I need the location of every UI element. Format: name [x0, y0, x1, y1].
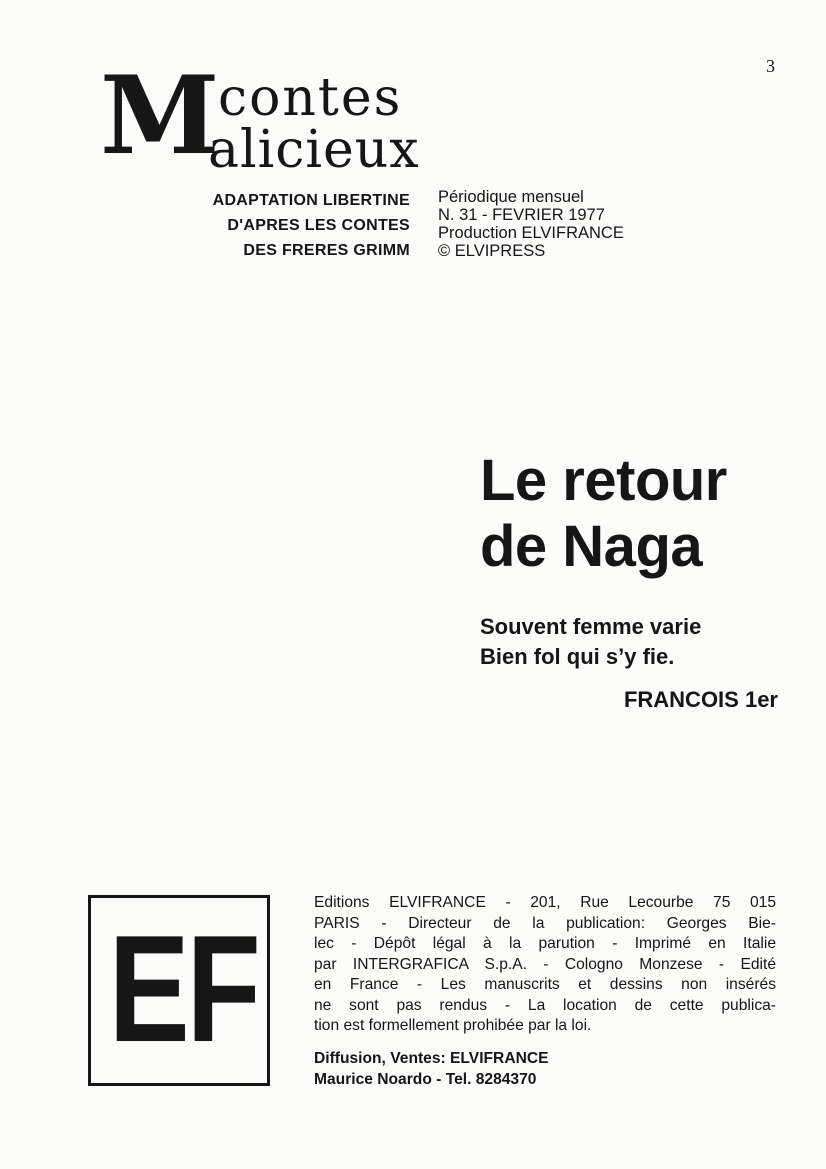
legal-line: ne sont pas rendus - La location de cette publica-	[314, 996, 776, 1014]
distribution-info	[314, 1048, 549, 1090]
subtitle-line: D'APRES LES CONTES	[227, 217, 410, 234]
magazine-logo	[100, 53, 420, 188]
story-title	[480, 448, 727, 580]
series-subtitle	[150, 188, 410, 263]
legal-notice	[314, 893, 776, 1037]
quote-line-2: Bien fol qui s’y fie.	[480, 644, 675, 669]
logo-initial: M	[100, 53, 216, 179]
logo-word-contes: contes	[218, 68, 403, 128]
title-line-1: Le retour	[480, 448, 727, 513]
pubinfo-line: Périodique mensuel	[438, 188, 584, 206]
quote-line-1: Souvent femme varie	[480, 614, 702, 639]
quote-author: FRANCOIS 1er	[623, 687, 778, 712]
legal-line: Editions ELVIFRANCE - 201, Rue Lecourbe 75 015	[314, 894, 776, 911]
page-number: 3	[766, 56, 775, 76]
publisher-logo-text: EF	[108, 904, 258, 1074]
epigraph-quote	[480, 612, 701, 672]
publication-info	[438, 188, 624, 260]
subtitle-line: ADAPTATION LIBERTINE	[212, 192, 410, 209]
publisher-logo-box	[88, 895, 270, 1086]
subtitle-line: DES FRERES GRIMM	[243, 242, 410, 259]
pubinfo-line: Production ELVIFRANCE	[438, 224, 624, 242]
title-line-2: de Naga	[480, 514, 703, 579]
legal-line: tion est formellement prohibée par la loi.	[314, 1017, 592, 1034]
logo-word-malicieux: alicieux	[208, 120, 420, 180]
pubinfo-line: N. 31 - FEVRIER 1977	[438, 206, 605, 224]
pubinfo-line: © ELVIPRESS	[438, 242, 546, 260]
diffusion-line-1: Diffusion, Ventes: ELVIFRANCE	[314, 1050, 549, 1067]
legal-line: en France - Les manuscrits et dessins non insérés	[314, 976, 776, 993]
diffusion-line-2: Maurice Noardo - Tel. 8284370	[314, 1071, 537, 1088]
legal-line: lec - Dépôt légal à la parution - Imprimé en Italie	[314, 935, 776, 952]
legal-line: PARIS - Directeur de la publication: Georges Bie-	[314, 914, 776, 932]
legal-line: par INTERGRAFICA S.p.A. - Cologno Monzese - Edité	[314, 955, 776, 973]
